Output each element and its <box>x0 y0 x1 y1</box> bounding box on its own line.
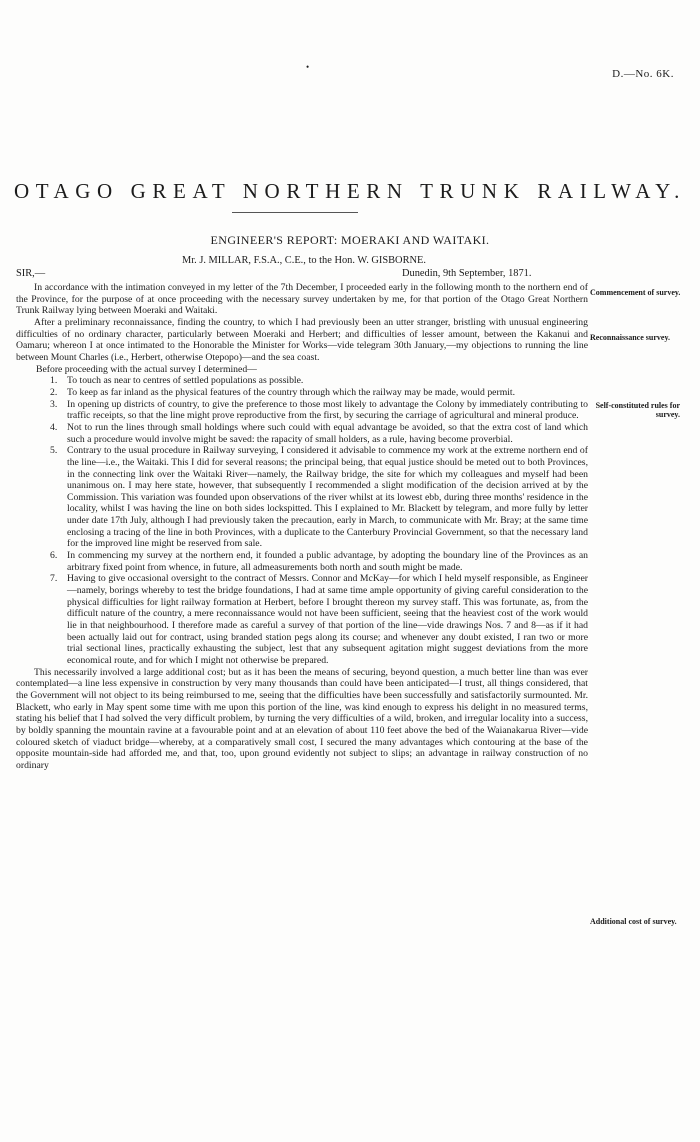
rule-number: 4. <box>50 421 58 433</box>
side-note-commencement: Commencement of survey. <box>590 288 681 297</box>
rule-text: Not to run the lines through small holdings where such could with equal advantage be avoided, so that the extra cost of land which such a procedure would involve might be saved: the rapacity of small holders, as a rule, having become proverbial. <box>67 421 588 445</box>
title-divider <box>232 212 358 213</box>
place-date: Dunedin, 9th September, 1871. <box>402 268 532 279</box>
paragraph-rules-intro: Before proceeding with the actual survey I determined— <box>36 363 257 375</box>
rule-number: 6. <box>50 550 58 562</box>
rule-number: 7. <box>50 573 58 585</box>
rule-item <box>16 387 588 399</box>
salutation: SIR,— <box>16 268 46 279</box>
rule-text: In commencing my survey at the northern end, it founded a public advantage, by adopting the boundary line of the Provinces as an arbitrary fixed point from whence, in future, all admeasurements both north and south might be made. <box>67 550 588 573</box>
document-number: D.—No. 6K. <box>612 68 674 80</box>
document-title: OTAGO GREAT NORTHERN TRUNK RAILWAY. <box>14 179 686 204</box>
rule-text: In opening up districts of country, to give the preference to those most likely to advantage the Colony by immediately contributing to traffic receipts, so that the line might prove reproductive from the first, by securing the carriage of agricultural and mineral produce. <box>67 398 588 422</box>
rule-number: 5. <box>50 445 58 457</box>
from-line: Mr. J. MILLAR, F.S.A., C.E., to the Hon. W. GISBORNE. <box>182 255 426 266</box>
paragraph-commencement: In accordance with the intimation conveyed in my letter of the 7th December, I proceeded early in the following month to the northern end of the Province, for the purpose of at once proceeding with the necessary survey undertaken by me, for that portion of the Otago Great Northern Trunk Railway lying between Moeraki and Waitaki. <box>16 282 588 317</box>
rule-item <box>16 573 588 666</box>
report-body <box>16 282 588 772</box>
rule-item <box>16 399 588 422</box>
rule-item <box>16 375 588 387</box>
rule-text: Contrary to the usual procedure in Railway surveying, I considered it advisable to commence my work at the extreme northern end of the line—i.e., the Waitaki. This I did for several reasons; the principal being, that equal justice should be meted out to both Provinces, in the connecting link over the Waitaki River—namely, the Railway bridge, the site for which my colleagues and myself had been unanimous on. I may here state, however, that subsequently I recommended a slight modification of the decision arrived at by the Commission. This variation was founded upon observations of the river whilst at its lowest ebb, during three months' residence in the locality, whilst I was having the line on both sides lockspitted. This I explained to Mr. Blackett by telegram, and more fully by letter under date 17th July, although I had previously taken the precaution, early in March, to communicate with Mr. Bray; at the same time enclosing a tracing of the line in both Provinces, with a duplicate to the Canterbury Provincial Government, so that the necessary land for the improved line might be reserved from sale. <box>67 445 588 550</box>
report-subtitle: ENGINEER'S REPORT: MOERAKI AND WAITAKI. <box>210 233 490 247</box>
rule-text: To keep as far inland as the physical features of the country through which the railway may be made, would permit. <box>67 386 516 398</box>
rule-number: 1. <box>50 375 58 387</box>
rule-text: To touch as near to centres of settled populations as possible. <box>67 375 304 387</box>
side-note-self-constituted: Self-constituted rules for survey. <box>595 401 680 419</box>
stray-mark: • <box>306 62 310 72</box>
paragraph-additional-cost: This necessarily involved a large additional cost; but as it has been the means of securing, beyond question, a much better line than was ever contemplated—a line less expensive in construction by very many thousands than could have been anticipated—I trust, all things considered, that the Government will not object to its being reimbursed to me, seeing that the difficulties have been successfully and satisfactorily surmounted. Mr. Blackett, who early in May spent some time with me upon this portion of the line, was kind enough to express his delight in no measured terms, stating his belief that I had solved the very difficult problem, by turning the very difficulties of a wild, broken, and irregular locality into a success, by boldly spanning the mountain ravine at a favourable point and at an elevation of about 110 feet above the bed of the Waianakarua River—vide coloured sketch of viaduct bridge—whereby, at a comparatively small cost, I secured the many advantages which contouring at the base of the opposite mountain-side had afforded me, and that, too, upon ground evidently not subject to slips; an advantage in railway construction of no ordinary <box>16 666 588 771</box>
rule-item <box>16 422 588 445</box>
paragraph-reconnaissance: After a preliminary reconnaissance, finding the country, to which I had previously been an utter stranger, bristling with unusual engineering difficulties of no ordinary character, particularly between Moeraki and Herbert; and difficulties of lesser amount, between the Kakanui and Oamaru; whereon I at once intimated to the Honorable the Minister for Works—vide telegram 30th January,—my objections to running the line between Mount Charles (i.e., Herbert, otherwise Otepopo)—and the sea coast. <box>16 316 588 363</box>
rules-list <box>16 375 588 666</box>
rule-number: 3. <box>50 398 58 410</box>
rule-number: 2. <box>50 386 58 398</box>
side-note-reconnaissance: Reconnaissance survey. <box>590 333 670 342</box>
rule-item <box>16 445 588 550</box>
rule-text: Having to give occasional oversight to the contract of Messrs. Connor and McKay—for which I held myself responsible, as Engineer—namely, borings whereby to test the bridge foundations, I had at same time ample opportunity of giving careful consideration to the physical difficulties for light railway formation at Herbert, before I brought thereon my survey staff. This was fortunate, as, from the difficult nature of the country, a mere reconnaissance would not have been sufficient, seeing that the heaviest cost of the work would lie in that neighbourhood. I therefore made as careful a survey of that portion of the line—vide drawings Nos. 7 and 8—as if it had been actually laid out for contract, using branded station pegs along its course; and whenever any doubt existed, I ran two or more trial sectional lines, practically exhausting the subject, lest that any subsequent agitation might suggest deviations from the more economical route, and for which I might not otherwise be prepared. <box>67 573 588 666</box>
side-note-additional-cost: Additional cost of survey. <box>590 917 677 926</box>
rule-item <box>16 550 588 573</box>
